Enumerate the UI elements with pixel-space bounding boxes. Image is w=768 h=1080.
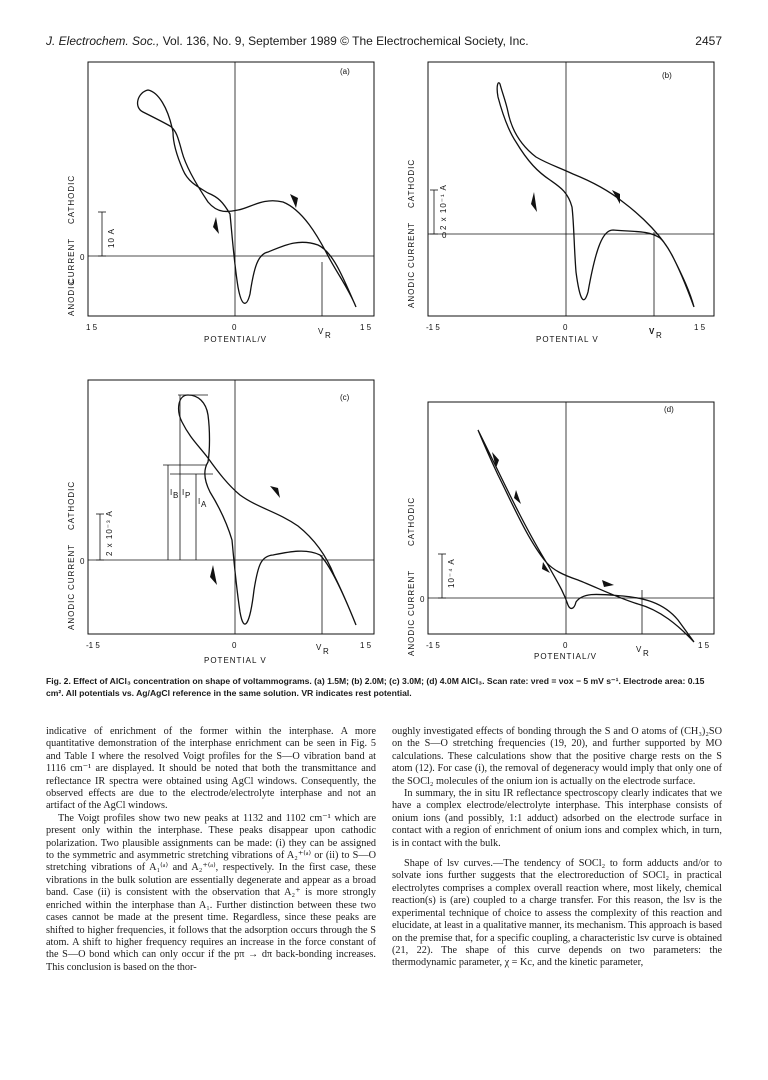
svg-text:0: 0 xyxy=(563,323,568,332)
x-axis-label: POTENTIAL/V xyxy=(534,652,598,661)
svg-text:R: R xyxy=(323,647,329,656)
y-axis-label-cathodic: CATHODIC xyxy=(407,496,416,546)
svg-text:-1 5: -1 5 xyxy=(86,641,100,650)
paragraph: In summary, the in situ IR reflectance spectroscopy clearly indicates that we have a complex electrode/electrolyte interphase. This interphase consists of onium ions (and possibly, 1:1 adduct) adsorbed on the electrode surface in contact with a region of enrichment of onium ions and complex which, in turn, is in contact with the bulk. xyxy=(392,788,722,849)
y-axis-label-anodic: ANODIC xyxy=(67,592,76,630)
panel-tag: (d) xyxy=(664,405,674,414)
y-axis-label-current: CURRENT xyxy=(407,569,416,616)
x-axis-label: POTENTIAL/V xyxy=(204,335,268,344)
svg-text:0: 0 xyxy=(232,641,237,650)
svg-text:P: P xyxy=(185,491,191,500)
svg-text:0: 0 xyxy=(80,557,85,566)
y-axis-label-anodic: ANODIC xyxy=(67,278,76,316)
svg-text:-1 5: -1 5 xyxy=(426,641,440,650)
page-number: 2457 xyxy=(695,34,722,48)
panel-tag: (b) xyxy=(662,71,672,80)
svg-text:1 5: 1 5 xyxy=(86,323,98,332)
arrow-down-icon xyxy=(213,217,219,234)
svg-text:1 5: 1 5 xyxy=(698,641,710,650)
ib-label: I xyxy=(170,488,173,497)
voltammogram-panel-b xyxy=(398,62,718,362)
svg-text:-1 5: -1 5 xyxy=(426,323,440,332)
svg-text:R: R xyxy=(325,331,331,340)
paragraph: indicative of enrichment of the former within the interphase. A more quantitative demonstration of the interphase enrichment can be seen in Fig. 5 and Table I where the resolved Voigt profiles for the S—O vibration band at 1116 cm⁻¹ are displayed. It should be noted that both the transmittance and reflectance IR spectra were obtained using AgCl windows. Consequently, the observed effects are due to the electrode/electrolyte interphase and not an artifact of the AgCl windows. xyxy=(46,726,376,812)
y-axis-label-cathodic: CATHODIC xyxy=(67,174,76,224)
svg-text:1 5: 1 5 xyxy=(360,641,372,650)
voltammogram-panel-a xyxy=(58,62,378,362)
svg-text:B: B xyxy=(173,491,179,500)
x-axis-label: POTENTIAL V xyxy=(204,656,267,665)
svg-text:V: V xyxy=(636,645,642,654)
svg-text:V: V xyxy=(318,327,324,336)
y-axis-label-cathodic: CATHODIC xyxy=(67,480,76,530)
arrow-up-icon xyxy=(270,486,280,498)
body-column-right xyxy=(392,726,722,970)
y-axis-label-current: CURRENT xyxy=(407,221,416,268)
arrow-up-icon xyxy=(612,190,620,204)
body-column-left xyxy=(46,726,376,974)
ip-label: I xyxy=(182,488,185,497)
figure-caption: Fig. 2. Effect of AlCl₃ concentration on shape of voltammograms. (a) 1.5M; (b) 2.0M; (c) 3.0M; (d) 4.0M AlCl₃. Scan rate: νred = νox − 5 mV s⁻¹. Electrode area: 0.15 cm². All potentials vs. Ag/AgCl reference in the same solution. VR indicates rest potential. xyxy=(46,676,705,698)
journal-citation: J. Electrochem. Soc., Vol. 136, No. 9, September 1989 © The Electrochemical Society, Inc. xyxy=(46,34,529,48)
svg-text:V: V xyxy=(649,327,655,336)
panel-tag: (a) xyxy=(340,67,350,76)
svg-text:A: A xyxy=(201,500,207,509)
scale-label: 10⁻⁴ A xyxy=(447,558,456,588)
arrow-right-icon xyxy=(602,580,614,587)
svg-text:V: V xyxy=(316,643,322,652)
y-axis-label-cathodic: CATHODIC xyxy=(407,158,416,208)
svg-text:R: R xyxy=(656,331,662,340)
svg-text:0: 0 xyxy=(80,253,85,262)
arrow-down-icon xyxy=(514,490,521,504)
y-axis-label-current: CURRENT xyxy=(67,543,76,590)
paragraph: oughly investigated effects of bonding through the S and O atoms of (CH₃)₂SO on the S—O stretching frequencies (19, 20), and further supported by MO calculations. These calculations show that the positive charge rests on the S atom (12). For case (i), the removal of degeneracy would imply that only one of the SOCl₂ molecules of the onium ion is actually on the electrode surface. xyxy=(392,726,722,787)
y-axis-label-current: CURRENT xyxy=(67,237,76,284)
voltammogram-panel-d xyxy=(398,380,718,680)
svg-text:R: R xyxy=(643,649,649,658)
y-axis-label-anodic: ANODIC xyxy=(407,270,416,308)
paragraph: The Voigt profiles show two new peaks at 1132 and 1102 cm⁻¹ which are present only within the interphase. These peaks disappear upon cathodic polarization. Two plausible assignments can be made: (i) they can be assigned to the symmetric and asymmetric stretching vibrations of A₂⁺⁽ᵃ⁾ or (ii) to S—O stretching vibrations of A₁⁽ᵃ⁾ and A₂⁺⁽ᵃ⁾, respectively. In the first case, these vibrations in the bulk solution are essentially degenerate and appear as a broad band. Case (ii) is consistent with the observation that A₂⁺ is more strongly enriched within the interphase than A₁. Further distinction between these two cases cannot be made at the present time. Regardless, since these peaks are shifted to higher frequencies, it follows that the adsorption occurs through the S atom. A shift to higher frequency requires an increase in the force constant of the S—O bond which can only occur if the pπ → dπ back-bonding increases. This conclusion is based on the thor- xyxy=(46,812,376,973)
svg-text:1 5: 1 5 xyxy=(694,323,706,332)
panel-tag: (c) xyxy=(340,393,350,402)
arrow-down-icon xyxy=(531,192,537,212)
paragraph: Shape of lsv curves.—The tendency of SOCl₂ to form adducts and/or to solvate ions further suggests that the electroreduction of SOCl₂ in practical electrolytes comprises a complex overall reaction where, most likely, chemical reaction(s) is (are) coupled to a charge transfer. For this reason, the lsv is the experimental technique of choice to assess the complexity of this reaction and elucidate, at least in a qualitative manner, its mechanism. This approach is based on the premise that, for a specific coupling, a characteristic lsv curve is obtained (21, 22). The shape of this curve depends on two parameters: the thermodynamic parameter, χ = Kc, and the kinetic parameter, xyxy=(392,858,722,969)
x-axis-label: POTENTIAL V xyxy=(536,335,599,344)
voltammogram-panel-c xyxy=(58,380,378,680)
scale-label: 2 x 10⁻³ A xyxy=(105,510,114,556)
running-header xyxy=(46,34,722,50)
svg-text:0: 0 xyxy=(563,641,568,650)
ia-label: I xyxy=(198,497,201,506)
scale-label: 10 A xyxy=(107,227,116,248)
svg-text:1 5: 1 5 xyxy=(360,323,372,332)
svg-text:0: 0 xyxy=(420,595,425,604)
y-axis-label-anodic: ANODIC xyxy=(407,618,416,656)
scale-label: 2 x 10⁻¹ A xyxy=(439,184,448,230)
svg-text:0: 0 xyxy=(442,231,447,240)
arrow-down-icon xyxy=(210,565,217,585)
svg-text:0: 0 xyxy=(232,323,237,332)
